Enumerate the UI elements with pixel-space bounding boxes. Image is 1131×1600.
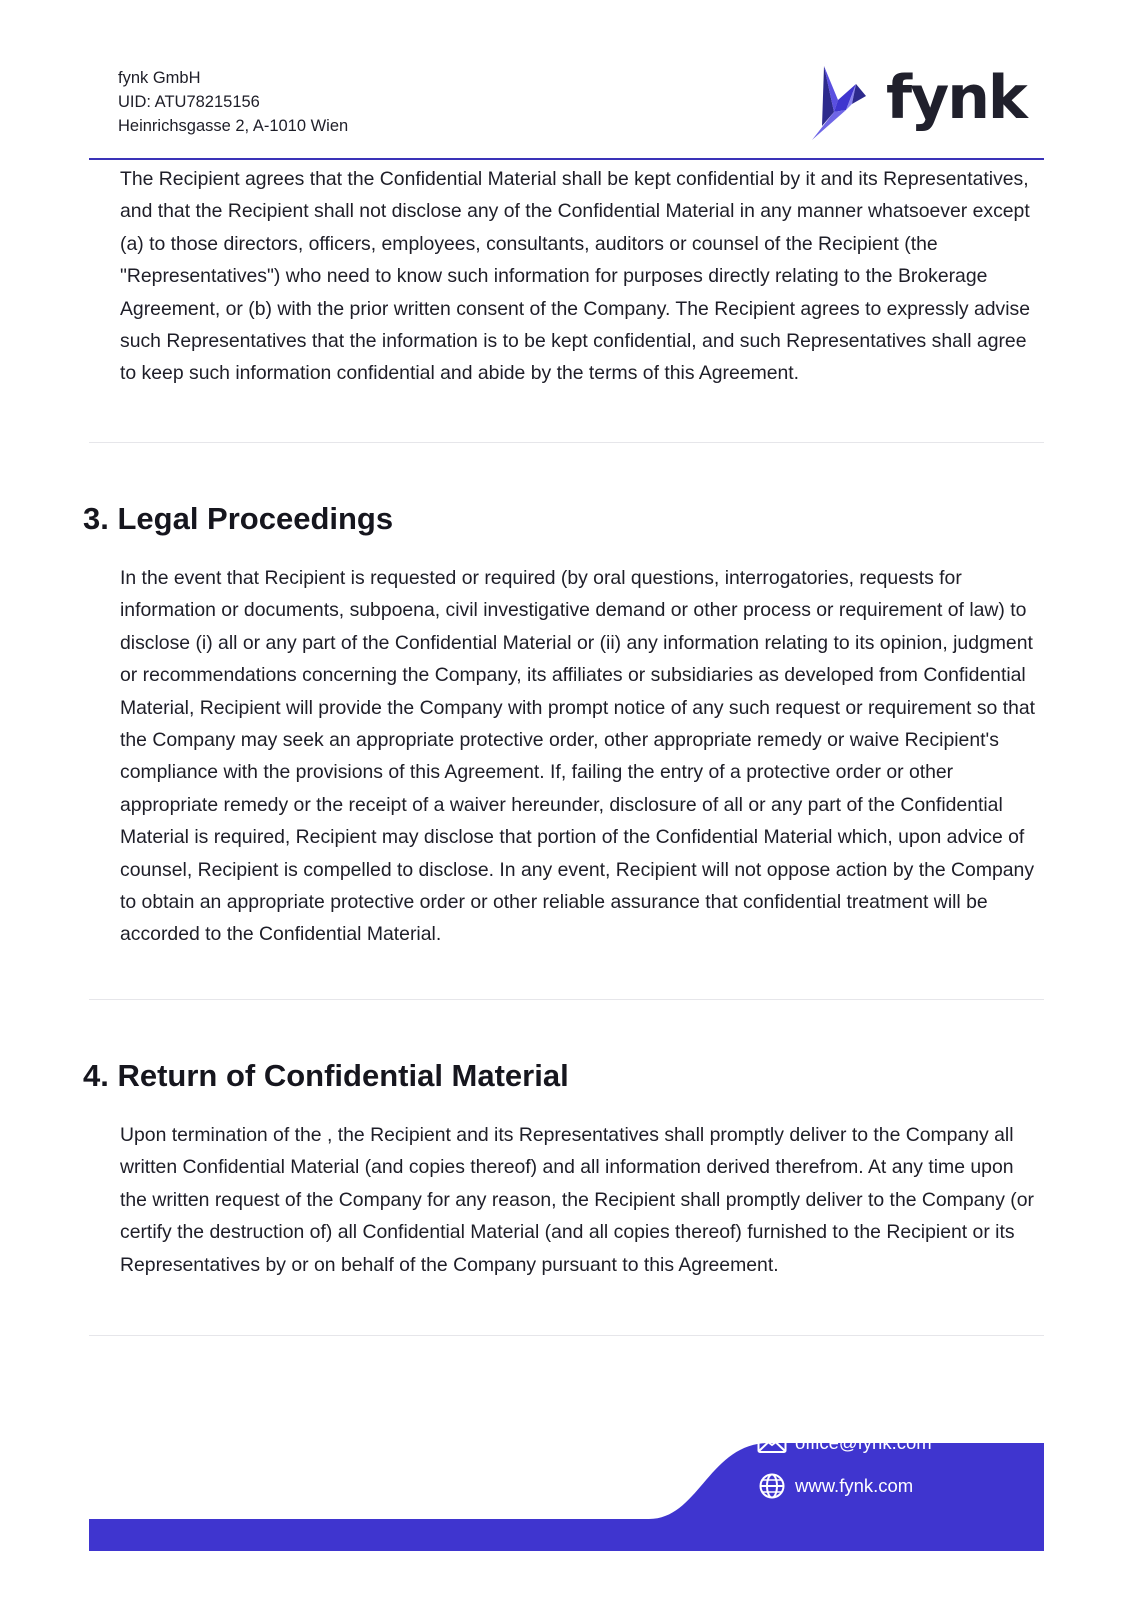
company-address: Heinrichsgasse 2, A-1010 Wien xyxy=(118,117,349,135)
page-header xyxy=(0,0,1131,162)
section-divider xyxy=(89,999,1044,1000)
company-name: fynk GmbH xyxy=(118,69,201,87)
footer-email-text[interactable]: office@fynk.com xyxy=(795,1432,932,1453)
section-title-return-of-material: 4. Return of Confidential Material xyxy=(83,1058,569,1093)
logo-wordmark: fynk xyxy=(886,63,1026,133)
company-info xyxy=(118,66,348,138)
footer-website[interactable] xyxy=(757,1473,913,1499)
return-of-material-paragraph: Upon termination of the , the Recipient and its Representatives shall promptly deliver to the Company all written Confidential Material (and copies thereof) and all information derived therefrom. At any time upon the written request of the Company for any reason, the Recipient shall promptly deliver to the Company (or certify the destruction of) all Confidential Material (and all copies thereof) furnished to the Recipient or its Representatives by or on behalf of the Company pursuant to this Agreement. xyxy=(120,1124,1034,1276)
globe-icon xyxy=(757,1473,787,1499)
section-title-legal-proceedings: 3. Legal Proceedings xyxy=(83,501,394,536)
intro-paragraph: The Recipient agrees that the Confidential Material shall be kept confidential by it and its Representatives, and that the Recipient shall not disclose any of the Confidential Material in any manner whatsoever except (a) to those directors, officers, employees, consultants, auditors or counsel of the Recipient (the "Representatives") who need to know such information for purposes directly relating to the Brokerage Agreement, or (b) with the prior written consent of the Company. The Recipient agrees to expressly advise such Representatives that the information is to be kept confidential, and such Representatives shall agree to keep such information confidential and abide by the terms of this Agreement. xyxy=(120,168,1031,385)
envelope-icon xyxy=(757,1430,787,1456)
company-uid: UID: ATU78215156 xyxy=(118,93,260,111)
footer-email[interactable] xyxy=(757,1430,932,1456)
bird-logo-icon xyxy=(808,60,888,144)
section-divider xyxy=(89,1335,1044,1336)
legal-proceedings-paragraph: In the event that Recipient is requested or required (by oral questions, interrogatories, requests for information or documents, subpoena, civil investigative demand or other process or requirement of law) to disclose (i) all or any part of the Confidential Material or (ii) any information relating to its opinion, judgment or recommendations concerning the Company, its affiliates or subsidiaries as developed from Confidential Material, Recipient will provide the Company with prompt notice of any such request or requirement so that the Company may seek an appropriate protective order, other appropriate remedy or waive Recipient's compliance with the provisions of this Agreement. If, failing the entry of a protective order or other appropriate remedy or the receipt of a waiver hereunder, disclosure of all or any part of the Confidential Material is required, Recipient may disclose that portion of the Confidential Material which, upon advice of counsel, Recipient is compelled to disclose. In any event, Recipient will not oppose action by the Company to obtain an appropriate protective order or other reliable assurance that confidential treatment will be accorded to the Confidential Material. xyxy=(120,567,1036,946)
section-divider xyxy=(89,442,1044,443)
fynk-logo xyxy=(808,60,1026,144)
header-rule xyxy=(89,158,1044,160)
footer-website-text[interactable]: www.fynk.com xyxy=(795,1475,914,1496)
